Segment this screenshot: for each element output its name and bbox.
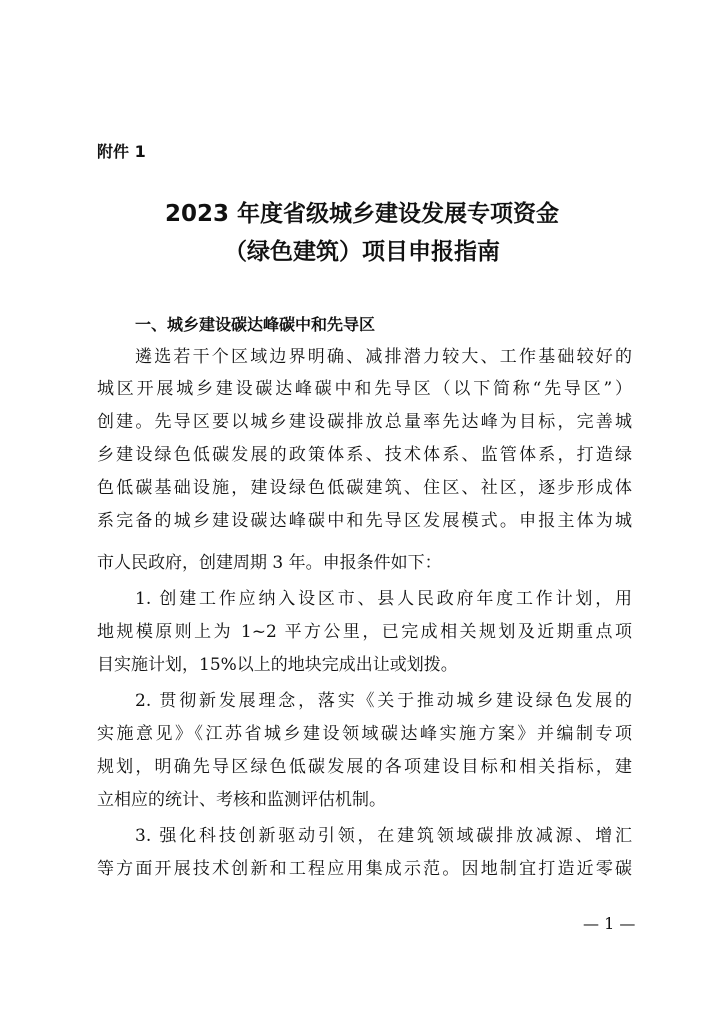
section-heading: 一、城乡建设碳达峰碳中和先导区 (135, 315, 376, 334)
body-text-line: 城区开展城乡建设碳达峰碳中和先导区（以下简称“先导区”） (97, 379, 632, 399)
body-text-line: 3. 强化科技创新驱动引领，在建筑领域碳排放减源、增汇 (135, 826, 632, 846)
body-text-line: 地规模原则上为 1~2 平方公里，已完成相关规划及近期重点项 (97, 622, 632, 642)
body-text-line: 立相应的统计、考核和监测评估机制。 (97, 790, 386, 810)
attachment-label: 附件 1 (97, 142, 146, 161)
document-title-line-2: （绿色建筑）项目申报指南 (224, 239, 500, 265)
body-text-line: 遴选若干个区域边界明确、减排潜力较大、工作基础较好的 (135, 347, 632, 367)
document-title-line-1: 2023 年度省级城乡建设发展专项资金 (164, 201, 560, 227)
body-text-line: 实施意见》《江苏省城乡建设领域碳达峰实施方案》并编制专项 (97, 724, 632, 744)
body-text-line: 目实施计划，15%以上的地块完成出让或划拨。 (97, 655, 458, 675)
page-number: — 1 — (583, 914, 636, 933)
body-text-line: 规划，明确先导区绿色低碳发展的各项建设目标和相关指标，建 (97, 757, 632, 777)
body-text-line: 市人民政府，创建周期 3 年。申报条件如下： (97, 553, 442, 573)
body-text-line: 创建。先导区要以城乡建设碳排放总量率先达峰为目标，完善城 (97, 412, 632, 432)
body-text-line: 乡建设绿色低碳发展的政策体系、技术体系、监管体系，打造绿 (97, 445, 632, 465)
body-text-line: 色低碳基础设施，建设绿色低碳建筑、住区、社区，逐步形成体 (97, 478, 632, 498)
body-text-line: 等方面开展技术创新和工程应用集成示范。因地制宜打造近零碳 (97, 859, 632, 879)
body-text-line: 系完备的城乡建设碳达峰碳中和先导区发展模式。申报主体为城 (97, 511, 632, 531)
body-text-line: 2. 贯彻新发展理念，落实《关于推动城乡建设绿色发展的 (135, 691, 632, 711)
body-text-line: 1. 创建工作应纳入设区市、县人民政府年度工作计划，用 (135, 589, 632, 609)
